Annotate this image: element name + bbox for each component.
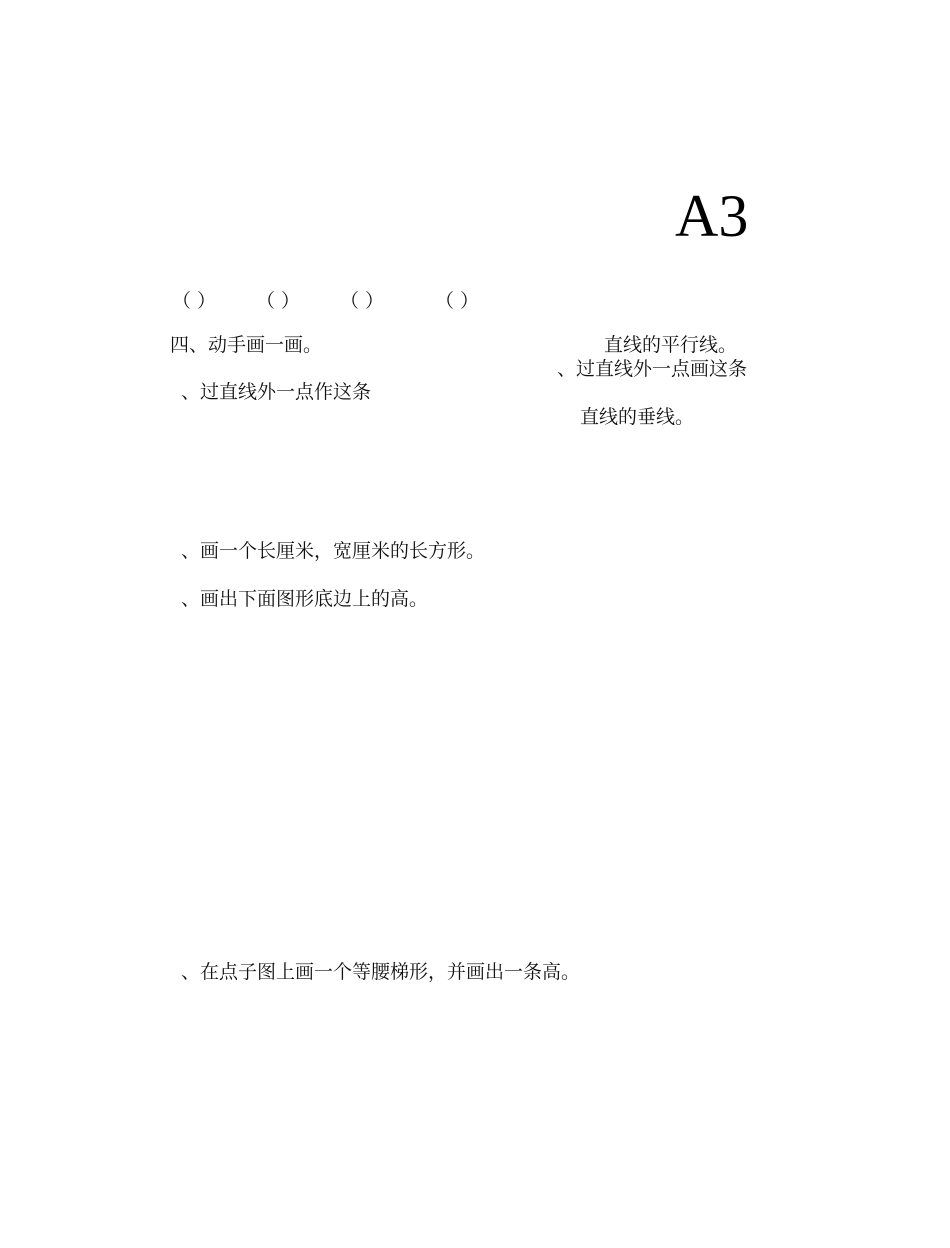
question-1-right-line-1: 直线的平行线。 [604, 334, 738, 356]
question-1-right-line-2: 、过直线外一点画这条 [557, 358, 748, 380]
answer-blank-1[interactable]: （ ） [172, 290, 217, 312]
section-heading: 四、动手画一画。 [170, 334, 323, 356]
question-4: 、在点子图上画一个等腰梯形，并画出一条高。 [181, 961, 581, 983]
answer-blank-2[interactable]: （ ） [256, 290, 301, 312]
answer-blank-4[interactable]: （ ） [435, 290, 480, 312]
question-3: 、画出下面图形底边上的高。 [181, 588, 429, 610]
question-2: 、画一个长厘米，宽厘米的长方形。 [181, 540, 486, 562]
question-1-left: 、过直线外一点作这条 [181, 381, 372, 403]
watermark-a3: A3 [675, 183, 749, 249]
question-1-right-line-3: 直线的垂线。 [580, 406, 695, 428]
answer-blank-3[interactable]: （ ） [340, 290, 385, 312]
